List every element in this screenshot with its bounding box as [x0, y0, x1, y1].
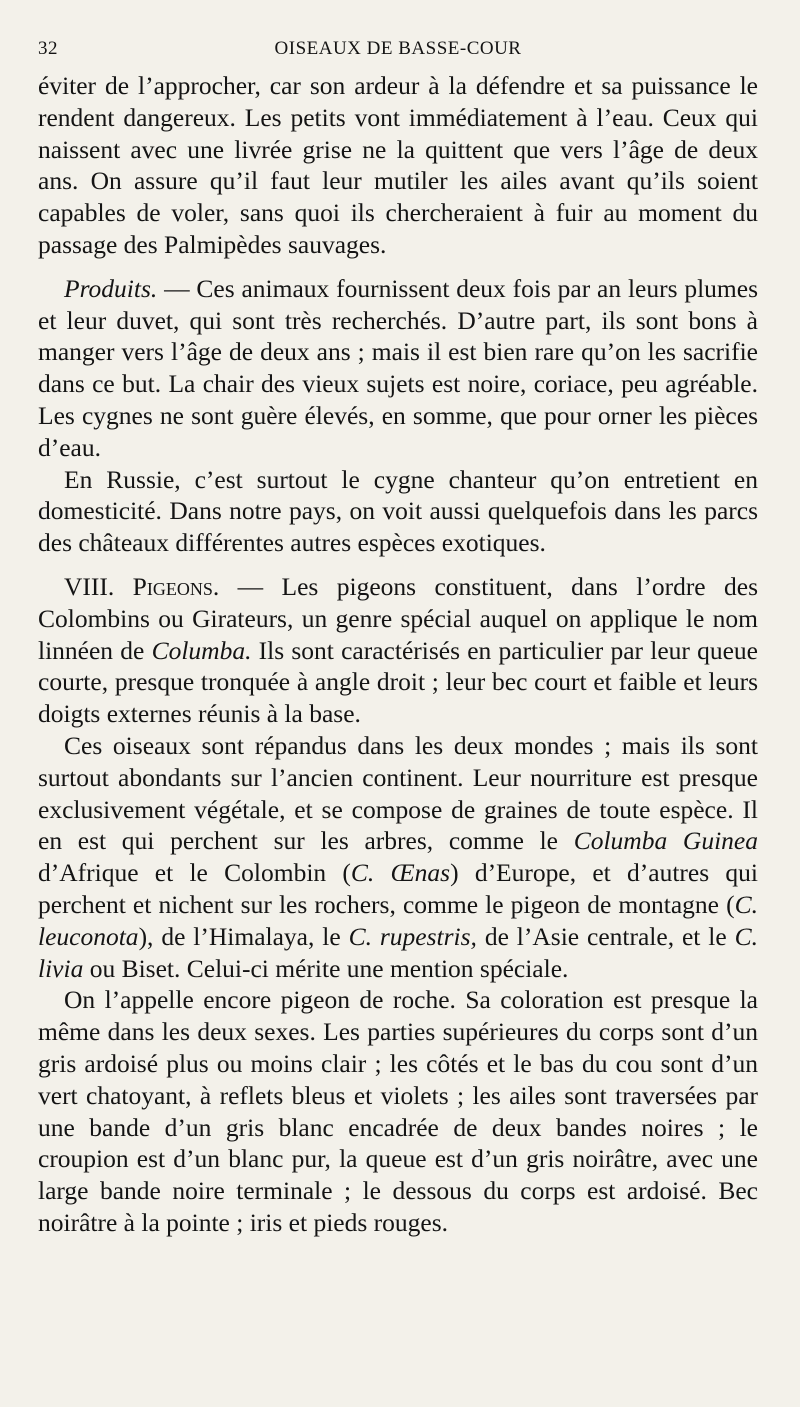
distribution-text-k: ou Biset. Celui-ci mérite une mention spéciale.: [83, 953, 569, 983]
page-header: [38, 30, 758, 70]
section-number: VIII.: [64, 571, 115, 601]
paragraph-russia: En Russie, c’est surtout le cygne chanteur qu’on entretient en domesticité. Dans notre pays, on voit aussi quelquefois dans les parcs des châteaux différentes autres espèces exotiques.: [38, 464, 758, 558]
paragraph-products: [38, 273, 758, 464]
distribution-text-c: d’Afrique et le Colombin (: [38, 858, 351, 888]
pigeons-text-a: — Les pigeons constituent, dans l’ordre des Colombins ou Girateurs, un genre spécial auquel on applique le nom linnéen de: [38, 571, 759, 665]
paragraph-pigeons: [38, 571, 758, 730]
paragraph-distribution: [38, 730, 758, 984]
distribution-text-i: de l’Asie centrale, et le: [476, 921, 735, 951]
paragraph-rock-pigeon: On l’appelle encore pigeon de roche. Sa coloration est presque la même dans les deux sexes. Les parties supérieures du corps sont d’un gris ardoisé plus ou moins clair ; les côtés et le bas du cou sont d’un vert chatoyant, à reflets bleus et violets ; les ailes sont traversées par une bande d’un gris blanc encadrée de deux bandes noires ; le croupion est d’un blanc pur, la queue est d’un gris noirâtre, avec une large bande noire terminale ; le dessous du corps est ardoisé. Bec noirâtre à la pointe ; iris et pieds rouges.: [38, 985, 758, 1237]
species-livia: C. livia: [38, 921, 758, 983]
body-text: [38, 70, 758, 1239]
distribution-text-a: Ces oiseaux sont répandus dans les deux mondes ; mais ils sont surtout abondants sur l’ancien continent. Leur nourriture est presque exclusivement végétale, et se compose de graines de toute espèce. Il en est qui perchent sur les arbres, comme le: [38, 730, 758, 856]
pigeons-text-c: Ils sont caractérisés en particulier par leur queue courte, presque tronquée à angle droit ; leur bec court et faible et leurs doigts externes réunis à la base.: [38, 635, 759, 729]
section-heading: Pigeons.: [132, 571, 220, 601]
distribution-text-e: ) d’Europe, et d’autres qui perchent et nichent sur les rochers, comme le pigeon de montagne (: [38, 858, 758, 919]
species-oenas: C. Œnas: [350, 858, 451, 888]
species-guinea: Columba Guinea: [573, 826, 758, 856]
distribution-text-g: ), de l’Himalaya, le: [138, 921, 349, 951]
running-title: OISEAUX DE BASSE-COUR: [274, 38, 522, 59]
products-text: — Ces animaux fournissent deux fois par an leurs plumes et leur duvet, qui sont très recherchés. D’autre part, ils sont bons à manger vers l’âge de deux ans ; mais il est bien rare qu’on les sacrifie dans ce but. La chair des vieux sujets est noire, coriace, peu agréable. Les cygnes ne sont guère élevés, en somme, que pour orner les pièces d’eau.: [38, 273, 758, 462]
products-lead: Produits.: [64, 273, 158, 303]
paragraph-swans-end: éviter de l’approcher, car son ardeur à la défendre et sa puissance le rendent dangereux. Les petits vont immédiatement à l’eau. Ceux qui naissent avec une livrée grise ne la quittent que vers l’âge de deux ans. On assure qu’il faut leur mutiler les ailes avant qu’ils soient capables de voler, sans quoi ils chercheraient à fuir au moment du passage des Palmipèdes sauvages.: [38, 71, 758, 259]
page-number: 32: [38, 38, 58, 59]
species-leuconota: C. leuconota: [38, 889, 758, 951]
species-rupestris: C. rupestris,: [348, 921, 477, 951]
genus-name: Columba.: [151, 635, 252, 665]
